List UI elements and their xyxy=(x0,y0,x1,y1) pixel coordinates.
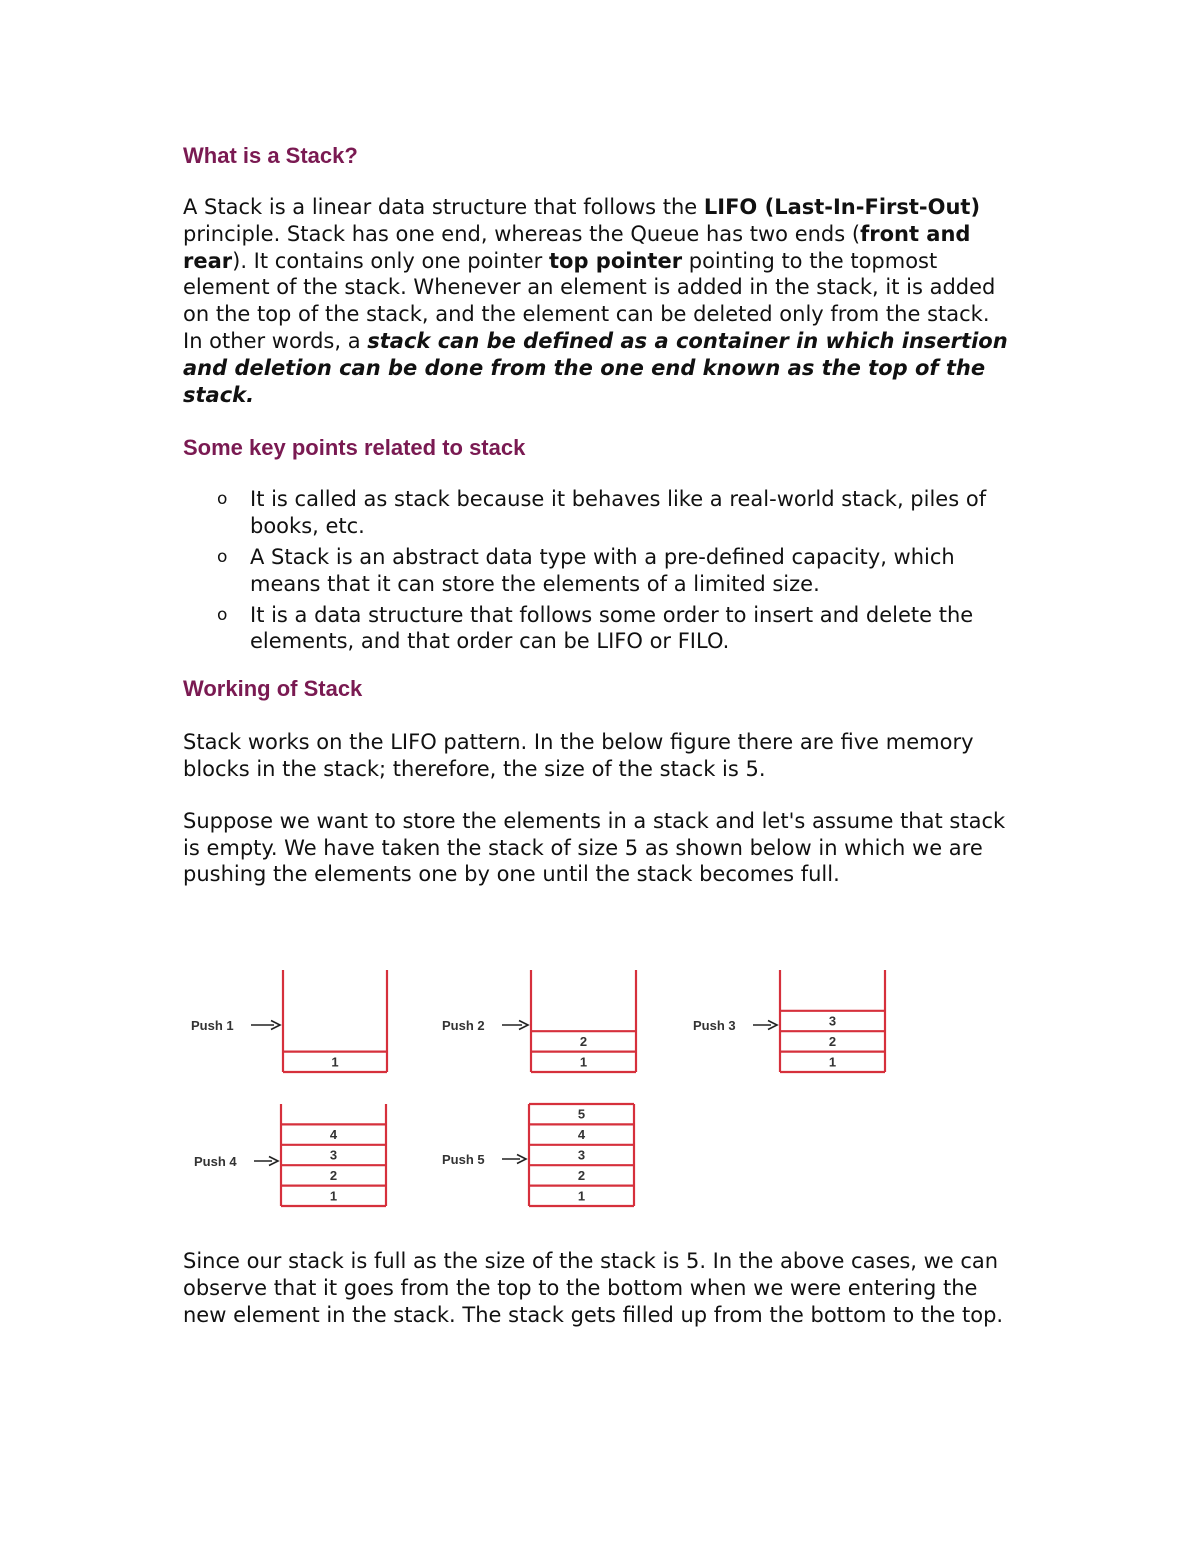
bullet-icon: o xyxy=(217,604,228,625)
stack-element-value: 1 xyxy=(331,1054,339,1070)
list-item xyxy=(183,602,1013,656)
list-item-text: It is a data structure that follows some order to insert and delete the elements, and that order can be LIFO or FILO. xyxy=(250,602,974,654)
stack-element-value: 2 xyxy=(329,1167,338,1183)
push-example-paragraph: Suppose we want to store the elements in a stack and let's assume that stack is empty. We have taken the stack of size 5 as shown below in which we are pushing the elements one by one until the stack becomes full. xyxy=(183,808,1006,887)
stack-element-value: 1 xyxy=(329,1188,338,1204)
stack-element-value: 4 xyxy=(329,1127,338,1143)
push-label: Push 3 xyxy=(693,1018,736,1033)
heading-working-of-stack: Working of Stack xyxy=(183,676,363,702)
push-label: Push 1 xyxy=(191,1018,234,1033)
stack-panel-5 xyxy=(442,1104,634,1206)
stack-element-value: 5 xyxy=(577,1106,586,1122)
text-run: A Stack is a linear data structure that follows the xyxy=(183,195,704,219)
heading-what-is-stack: What is a Stack? xyxy=(183,143,358,168)
lifo-pattern-paragraph: Stack works on the LIFO pattern. In the below figure there are five memory blocks in the stack; therefore, the size of the stack is 5. xyxy=(183,730,974,781)
bullet-icon: o xyxy=(217,546,228,567)
front-rear-term: front and rear xyxy=(183,221,971,273)
stack-element-value: 2 xyxy=(828,1033,837,1049)
stack-element-value: 2 xyxy=(579,1033,588,1049)
stack-panel-4 xyxy=(194,1104,386,1206)
stack-element-value: 3 xyxy=(828,1013,837,1029)
stack-full-paragraph: Since our stack is full as the size of the stack is 5. In the above cases, we can observe that it goes from the top to the bottom when we were entering the new element in the stack. The stack gets filled up from the bottom to the top. xyxy=(183,1249,1004,1327)
stack-element-value: 3 xyxy=(329,1147,338,1163)
arrow-right-icon xyxy=(519,1021,528,1030)
stack-element-value: 2 xyxy=(577,1167,586,1183)
stack-element-value: 1 xyxy=(579,1054,588,1070)
arrow-right-icon xyxy=(517,1155,526,1164)
stack-element-value: 4 xyxy=(577,1127,586,1143)
stack-definition-emphasis: stack can be defined as a container in which insertion and deletion can be done from the one end known as the top of the stack. xyxy=(183,328,1008,407)
text-run: ). It contains only one pointer xyxy=(232,248,549,273)
lifo-term: LIFO (Last-In-First-Out) xyxy=(703,195,981,219)
stack-panel-3 xyxy=(693,970,885,1072)
stack-element-value: 1 xyxy=(577,1188,586,1204)
arrow-right-icon xyxy=(271,1021,280,1030)
push-label: Push 2 xyxy=(442,1018,485,1033)
stack-definition-paragraph xyxy=(183,194,1013,408)
list-item-text: A Stack is an abstract data type with a pre-defined capacity, which means that it can store the elements of a limited size. xyxy=(250,544,955,596)
arrow-right-icon xyxy=(768,1021,777,1030)
arrow-right-icon xyxy=(269,1157,278,1166)
text-run: principle. Stack has one end, whereas the Queue has two ends ( xyxy=(183,221,861,246)
stack-panel-1 xyxy=(191,970,387,1072)
text-run: pointing to the topmost element of the stack. Whenever an element is added in the stack, it is added on the top of the stack, and the element can be deleted only from the stack. In other words, a xyxy=(183,248,996,353)
heading-key-points: Some key points related to stack xyxy=(183,435,526,461)
stack-element-value: 3 xyxy=(577,1147,586,1163)
key-points-list xyxy=(183,486,1013,655)
list-item xyxy=(183,544,1013,598)
list-item xyxy=(183,486,1013,540)
stack-element-value: 1 xyxy=(828,1054,837,1070)
stack-panel-2 xyxy=(442,970,636,1072)
top-pointer-term: top pointer xyxy=(549,248,683,273)
push-label: Push 4 xyxy=(194,1154,237,1169)
document-body xyxy=(183,140,1013,888)
list-item-text: It is called as stack because it behaves like a real-world stack, piles of books, etc. xyxy=(250,487,987,539)
bullet-icon: o xyxy=(217,489,228,510)
push-label: Push 5 xyxy=(442,1152,485,1167)
